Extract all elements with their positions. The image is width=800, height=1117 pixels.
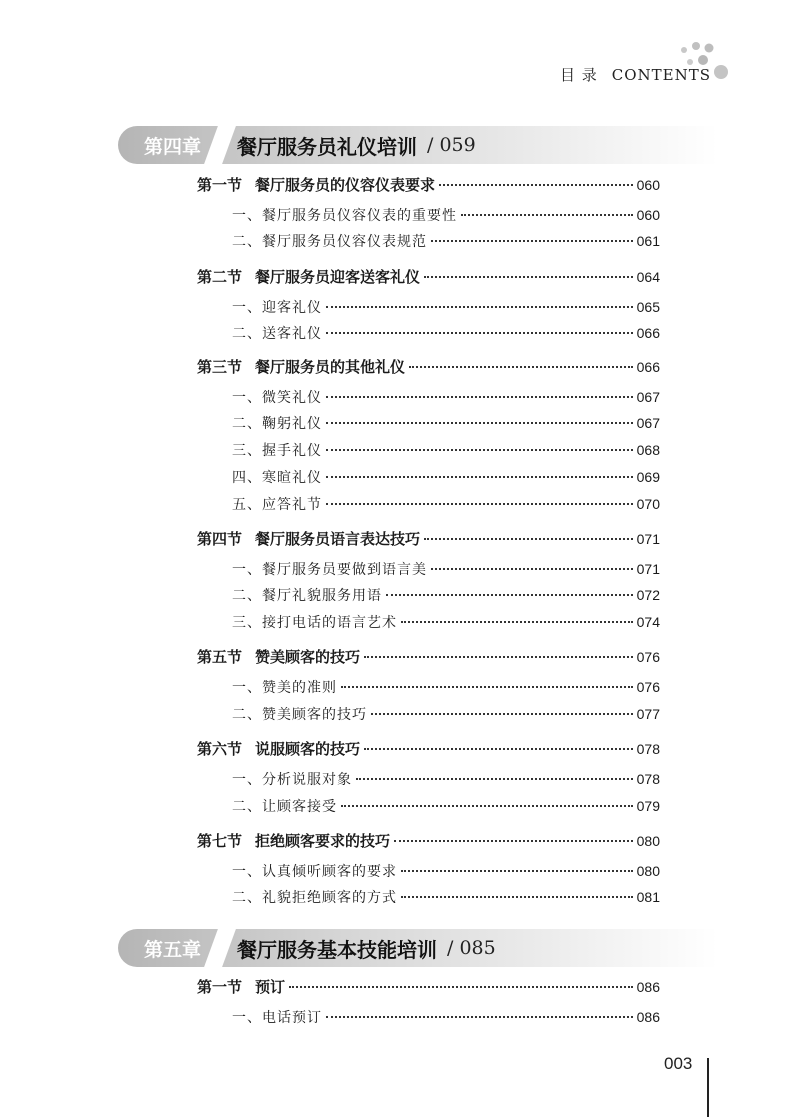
toc-item-row[interactable] xyxy=(232,439,660,462)
section-number: 第一节 xyxy=(197,978,243,996)
dot-leader xyxy=(356,778,633,780)
item-page: 080 xyxy=(636,863,660,879)
section-page: 066 xyxy=(636,359,660,375)
dot-leader xyxy=(371,713,633,715)
header-contents: CONTENTS xyxy=(611,66,712,84)
item-page: 074 xyxy=(636,614,660,630)
item-page: 086 xyxy=(636,1009,660,1025)
toc-item-row[interactable] xyxy=(232,412,660,435)
toc-item-row[interactable] xyxy=(232,860,660,883)
section-number: 第五节 xyxy=(197,648,243,666)
section-label xyxy=(197,646,360,668)
toc-item-row[interactable] xyxy=(232,584,660,607)
dot-leader xyxy=(386,594,633,596)
toc-item-row[interactable] xyxy=(232,466,660,489)
dot-leader xyxy=(439,184,633,186)
dot-leader xyxy=(341,805,633,807)
section-number: 第二节 xyxy=(197,268,243,286)
item-title: 二、让顾客接受 xyxy=(232,799,337,815)
item-page: 081 xyxy=(636,889,660,905)
section-number: 第六节 xyxy=(197,740,243,758)
toc-section-row[interactable] xyxy=(197,738,660,760)
toc-item-row[interactable] xyxy=(232,795,660,818)
toc-section-row[interactable] xyxy=(197,830,660,852)
section-number: 第三节 xyxy=(197,358,243,376)
item-title: 二、礼貌拒绝顾客的方式 xyxy=(232,890,397,906)
item-page: 076 xyxy=(636,679,660,695)
chapter-heading xyxy=(118,126,718,164)
toc-section-row[interactable] xyxy=(197,528,660,550)
chapter-page: / 085 xyxy=(447,937,496,959)
item-title: 一、餐厅服务员要做到语言美 xyxy=(232,562,427,578)
section-label xyxy=(197,266,420,288)
chapter-page: / 059 xyxy=(427,134,476,156)
item-page: 069 xyxy=(636,469,660,485)
section-page: 064 xyxy=(636,269,660,285)
item-title: 三、接打电话的语言艺术 xyxy=(232,615,397,631)
section-page: 080 xyxy=(636,833,660,849)
section-label xyxy=(197,174,435,196)
item-title: 一、分析说服对象 xyxy=(232,772,352,788)
toc-item-row[interactable] xyxy=(232,558,660,581)
toc-section-row[interactable] xyxy=(197,646,660,668)
chapter-title: 餐厅服务基本技能培训 xyxy=(237,937,438,962)
item-page: 072 xyxy=(636,587,660,603)
header-mulu: 目 录 xyxy=(560,66,598,84)
toc-section-row[interactable] xyxy=(197,356,660,378)
toc-item-row[interactable] xyxy=(232,703,660,726)
dot-leader xyxy=(424,538,633,540)
item-page: 071 xyxy=(636,561,660,577)
section-page: 086 xyxy=(636,979,660,995)
dot-leader xyxy=(394,840,633,842)
section-title: 预订 xyxy=(255,978,286,996)
item-title: 二、赞美顾客的技巧 xyxy=(232,707,367,723)
dot-leader xyxy=(424,276,633,278)
item-page: 066 xyxy=(636,325,660,341)
toc-item-row[interactable] xyxy=(232,386,660,409)
dot-leader xyxy=(364,656,633,658)
item-page: 067 xyxy=(636,415,660,431)
item-page: 070 xyxy=(636,496,660,512)
toc-item-row[interactable] xyxy=(232,322,660,345)
toc-section-row[interactable] xyxy=(197,266,660,288)
section-title: 餐厅服务员的其他礼仪 xyxy=(255,358,406,376)
folio-rule xyxy=(707,1058,709,1117)
dot-leader xyxy=(326,503,633,505)
item-title: 三、握手礼仪 xyxy=(232,443,322,459)
dot-leader xyxy=(409,366,633,368)
section-page: 076 xyxy=(636,649,660,665)
section-page: 060 xyxy=(636,177,660,193)
item-page: 065 xyxy=(636,299,660,315)
section-title: 拒绝顾客要求的技巧 xyxy=(255,832,391,850)
dot-leader xyxy=(461,214,633,216)
section-number: 第四节 xyxy=(197,530,243,548)
section-label xyxy=(197,976,285,998)
page-number: 003 xyxy=(664,1054,693,1073)
dot-leader xyxy=(401,896,633,898)
item-title: 二、送客礼仪 xyxy=(232,326,322,342)
dot-leader xyxy=(431,568,633,570)
dot-leader xyxy=(326,476,633,478)
dot-leader xyxy=(431,240,633,242)
toc-item-row[interactable] xyxy=(232,296,660,319)
section-title: 说服顾客的技巧 xyxy=(255,740,361,758)
chapter-number: 第五章 xyxy=(144,938,202,961)
section-label xyxy=(197,528,420,550)
section-label xyxy=(197,356,405,378)
chapter-number: 第四章 xyxy=(144,135,202,158)
toc-section-row[interactable] xyxy=(197,976,660,998)
section-title: 赞美顾客的技巧 xyxy=(255,648,361,666)
item-title: 二、餐厅服务员仪容仪表规范 xyxy=(232,234,427,250)
toc-item-row[interactable] xyxy=(232,611,660,634)
toc-item-row[interactable] xyxy=(232,768,660,791)
section-title: 餐厅服务员的仪容仪表要求 xyxy=(255,176,436,194)
item-page: 060 xyxy=(636,207,660,223)
item-title: 四、寒暄礼仪 xyxy=(232,470,322,486)
item-title: 一、电话预订 xyxy=(232,1010,322,1026)
section-title: 餐厅服务员语言表达技巧 xyxy=(255,530,421,548)
item-page: 068 xyxy=(636,442,660,458)
item-title: 五、应答礼节 xyxy=(232,497,322,513)
section-number: 第一节 xyxy=(197,176,243,194)
item-title: 一、认真倾听顾客的要求 xyxy=(232,864,397,880)
item-title: 一、微笑礼仪 xyxy=(232,390,322,406)
item-title: 一、餐厅服务员仪容仪表的重要性 xyxy=(232,208,457,224)
item-title: 二、餐厅礼貌服务用语 xyxy=(232,588,382,604)
section-title: 餐厅服务员迎客送客礼仪 xyxy=(255,268,421,286)
dot-leader xyxy=(289,986,633,988)
toc-item-row[interactable] xyxy=(232,204,660,227)
dot-leader xyxy=(326,1016,633,1018)
item-title: 二、鞠躬礼仪 xyxy=(232,416,322,432)
dot-leader xyxy=(341,686,633,688)
dot-leader xyxy=(326,422,633,424)
toc-section-row[interactable] xyxy=(197,174,660,196)
toc-item-row[interactable] xyxy=(232,493,660,516)
dot-leader xyxy=(326,306,633,308)
section-number: 第七节 xyxy=(197,832,243,850)
section-page: 071 xyxy=(636,531,660,547)
dot-leader xyxy=(326,332,633,334)
toc-item-row[interactable] xyxy=(232,1006,660,1029)
item-page: 078 xyxy=(636,771,660,787)
section-page: 078 xyxy=(636,741,660,757)
chapter-heading xyxy=(118,929,718,967)
item-title: 一、迎客礼仪 xyxy=(232,300,322,316)
item-page: 077 xyxy=(636,706,660,722)
dot-leader xyxy=(401,621,633,623)
dot-leader xyxy=(364,748,633,750)
item-page: 061 xyxy=(636,233,660,249)
decorative-dots-icon xyxy=(676,38,736,88)
section-label xyxy=(197,738,360,760)
chapter-title: 餐厅服务员礼仪培训 xyxy=(237,134,418,159)
dot-leader xyxy=(326,396,633,398)
toc-item-row[interactable] xyxy=(232,230,660,253)
item-page: 079 xyxy=(636,798,660,814)
item-title: 一、赞美的准则 xyxy=(232,680,337,696)
item-page: 067 xyxy=(636,389,660,405)
dot-leader xyxy=(401,870,633,872)
dot-leader xyxy=(326,449,633,451)
section-label xyxy=(197,830,390,852)
toc-item-row[interactable] xyxy=(232,886,660,909)
toc-item-row[interactable] xyxy=(232,676,660,699)
